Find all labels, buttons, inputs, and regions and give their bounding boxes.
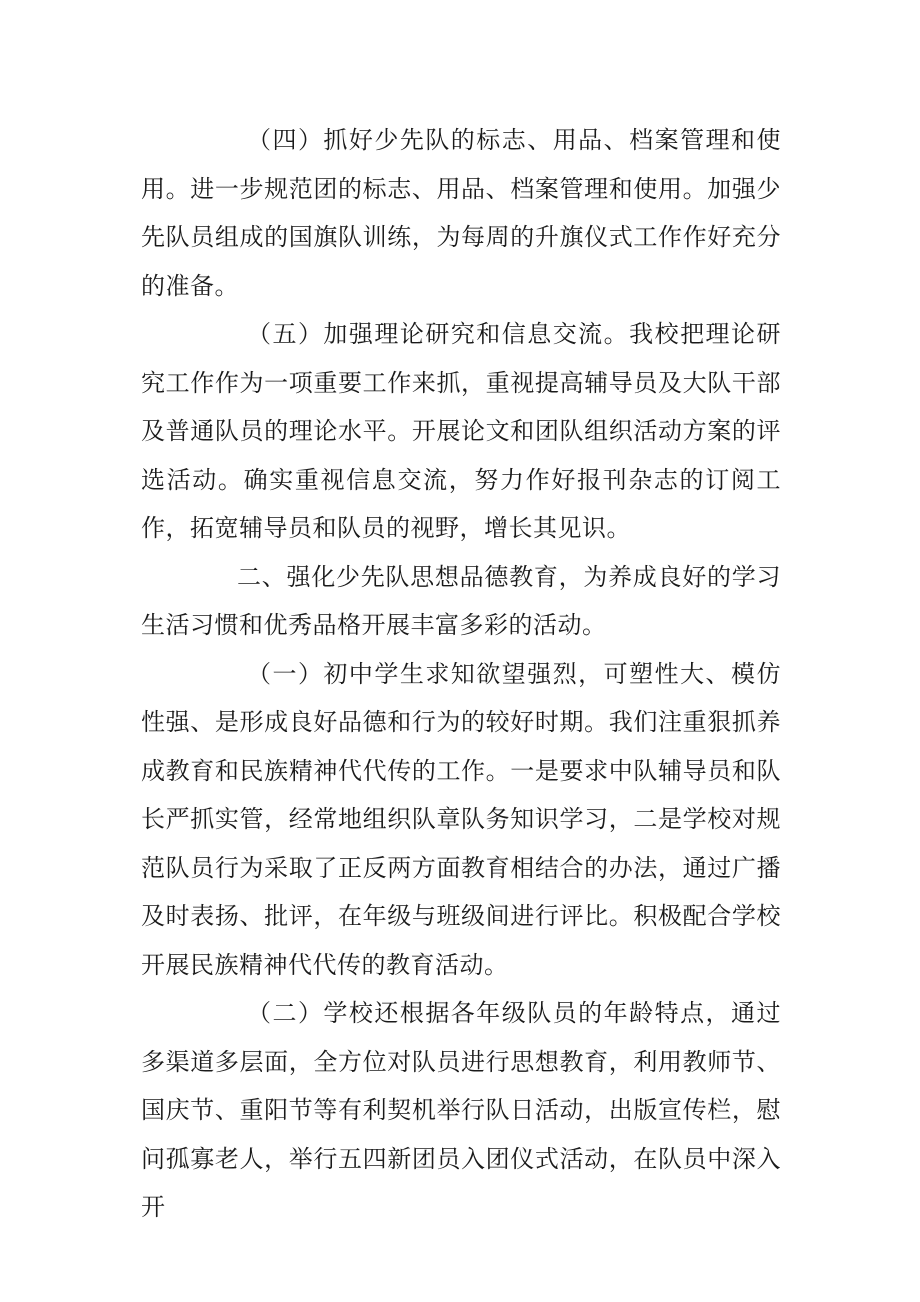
paragraph-item-2-ideological-education: （二）学校还根据各年级队员的年龄特点，通过多渠道多层面，全方位对队员进行思想教育，利用教师节、国庆节、重阳节等有利契机举行队日活动，出版宣传栏，慰问孤寡老人，举行五四新团员入团仪式活动，在队员中深入开	[141, 999, 781, 1221]
section-heading-2-moral-education: 二、强化少先队思想品德教育，为养成良好的学习生活习惯和优秀品格开展丰富多彩的活动。	[141, 562, 781, 639]
document-body	[141, 116, 781, 1232]
paragraph-item-5-theory-research: （五）加强理论研究和信息交流。我校把理论研究工作作为一项重要工作来抓，重视提高辅导员及大队干部及普通队员的理论水平。开展论文和团队组织活动方案的评选活动。确实重视信息交流，努力作好报刊杂志的订阅工作，拓宽辅导员和队员的视野，增长其见识。	[141, 320, 781, 542]
paragraph-item-4-management: （四）抓好少先队的标志、用品、档案管理和使用。进一步规范团的标志、用品、档案管理和使用。加强少先队员组成的国旗队训练，为每周的升旗仪式工作作好充分的准备。	[141, 126, 781, 300]
paragraph-item-1-habit-education: （一）初中学生求知欲望强烈，可塑性大、模仿性强、是形成良好品德和行为的较好时期。我们注重狠抓养成教育和民族精神代代传的工作。一是要求中队辅导员和队长严抓实管，经常地组织队章队务知识学习，二是学校对规范队员行为采取了正反两方面教育相结合的办法，通过广播及时表扬、批评，在年级与班级间进行评比。积极配合学校开展民族精神代代传的教育活动。	[141, 659, 781, 979]
